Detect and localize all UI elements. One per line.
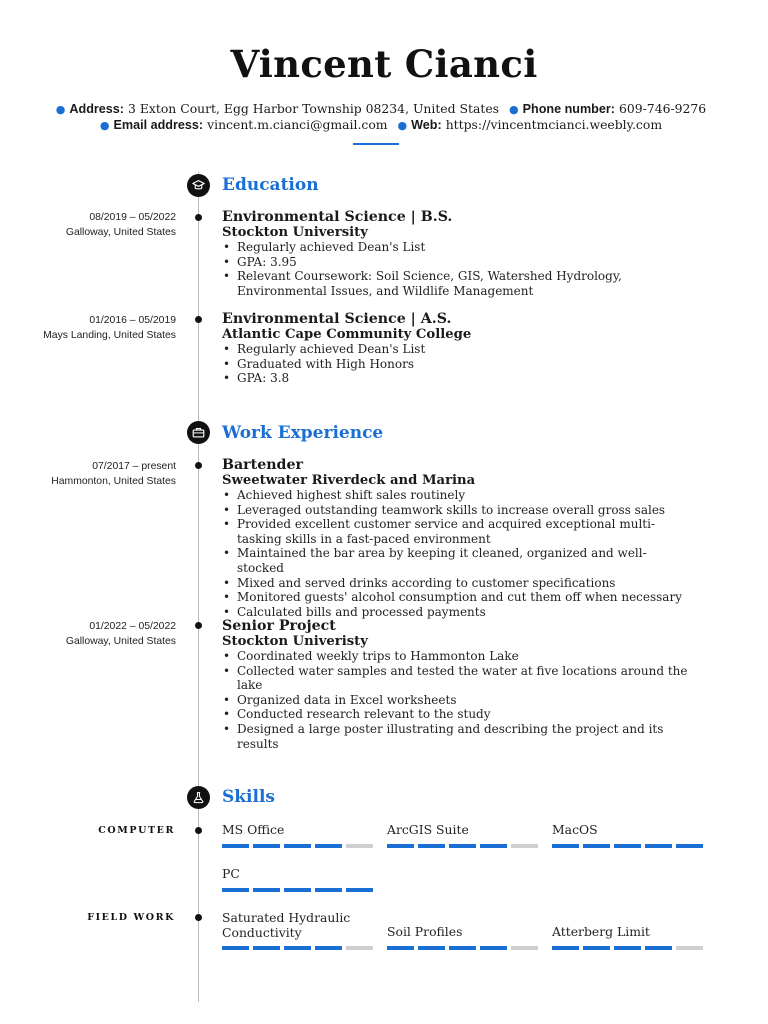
skill-category-field-work: FIELD WORK bbox=[87, 912, 175, 923]
skill-category-computer: COMPUTER bbox=[98, 825, 175, 836]
list-item: • Mixed and served drinks according to customer specifications bbox=[222, 576, 692, 591]
skill-segment-filled bbox=[284, 844, 311, 848]
education-entry bbox=[222, 210, 692, 298]
list-item: • Regularly achieved Dean's List bbox=[222, 240, 692, 255]
work-1-dates: 07/2017 – present bbox=[92, 461, 176, 472]
list-item: • Maintained the bar area by keeping it cleaned, organized and well-stocked bbox=[222, 546, 692, 575]
timeline-dot bbox=[195, 462, 202, 469]
list-item: • Conducted research relevant to the study bbox=[222, 707, 692, 722]
skill-segment-filled bbox=[253, 946, 280, 950]
bullet-icon: ● bbox=[397, 119, 408, 132]
education-2-meta bbox=[0, 313, 176, 343]
list-item: • Coordinated weekly trips to Hammonton Lake bbox=[222, 649, 692, 664]
skill-segment-filled bbox=[645, 844, 672, 848]
work-1-location: Hammonton, United States bbox=[51, 476, 176, 487]
skill-item bbox=[552, 823, 704, 848]
skill-segment-filled bbox=[315, 844, 342, 848]
skill-item bbox=[552, 925, 704, 950]
education-2-degree: Environmental Science | A.S. bbox=[222, 311, 452, 327]
education-entry bbox=[222, 312, 692, 386]
skill-segment-filled bbox=[552, 946, 579, 950]
phone-value: 609-746-9276 bbox=[618, 101, 707, 116]
skill-segment-filled bbox=[583, 844, 610, 848]
skill-name: PC bbox=[222, 866, 240, 881]
skill-segment-filled bbox=[552, 844, 579, 848]
skill-segment-empty bbox=[511, 844, 538, 848]
timeline-dot bbox=[195, 914, 202, 921]
skill-name: Saturated Hydraulic Conductivity bbox=[222, 910, 351, 940]
skill-level-bar bbox=[222, 946, 374, 950]
timeline-dot bbox=[195, 827, 202, 834]
skill-segment-filled bbox=[222, 946, 249, 950]
bullet-icon: ● bbox=[99, 119, 110, 132]
skill-segment-filled bbox=[284, 946, 311, 950]
skill-segment-filled bbox=[480, 946, 507, 950]
header-divider bbox=[353, 143, 399, 145]
list-item: • Leveraged outstanding teamwork skills to increase overall gross sales bbox=[222, 503, 692, 518]
education-section-title: Education bbox=[222, 175, 319, 195]
skill-segment-filled bbox=[222, 888, 249, 892]
skill-level-bar bbox=[222, 844, 374, 848]
skill-level-bar bbox=[387, 844, 539, 848]
phone-label: Phone number: bbox=[522, 102, 615, 116]
work-2-role: Senior Project bbox=[222, 618, 336, 634]
work-2-location: Galloway, United States bbox=[65, 636, 176, 647]
work-2-bullets bbox=[222, 649, 692, 751]
skill-level-bar bbox=[387, 946, 539, 950]
skill-name: Soil Profiles bbox=[387, 924, 463, 939]
list-item: • Collected water samples and tested the water at five locations around the lake bbox=[222, 664, 692, 693]
skill-segment-filled bbox=[346, 888, 373, 892]
work-1-bullets bbox=[222, 488, 692, 619]
education-2-bullets bbox=[222, 342, 692, 386]
skill-segment-filled bbox=[449, 844, 476, 848]
work-entry bbox=[222, 619, 692, 751]
work-entry bbox=[222, 458, 692, 619]
education-2-location: Mays Landing, United States bbox=[43, 330, 176, 341]
skill-segment-empty bbox=[676, 946, 703, 950]
skill-item bbox=[222, 867, 374, 892]
education-1-location: Galloway, United States bbox=[65, 227, 176, 238]
skill-segment-filled bbox=[583, 946, 610, 950]
work-2-dates: 01/2022 – 05/2022 bbox=[89, 621, 176, 632]
work-1-employer: Sweetwater Riverdeck and Marina bbox=[222, 473, 476, 488]
skill-level-bar bbox=[222, 888, 374, 892]
skill-segment-filled bbox=[387, 946, 414, 950]
list-item: • Achieved highest shift sales routinely bbox=[222, 488, 692, 503]
timeline-line bbox=[198, 172, 199, 1002]
skill-segment-filled bbox=[284, 888, 311, 892]
work-1-role: Bartender bbox=[222, 457, 303, 473]
list-item: • Designed a large poster illustrating and describing the project and its results bbox=[222, 722, 692, 751]
list-item: • Relevant Coursework: Soil Science, GIS, Watershed Hydrology, Environmental Issues, and Wildlife Management bbox=[222, 269, 692, 298]
contact-line-1 bbox=[0, 101, 768, 116]
education-1-meta bbox=[0, 210, 176, 240]
skill-segment-filled bbox=[614, 946, 641, 950]
skill-segment-filled bbox=[418, 946, 445, 950]
timeline-dot bbox=[195, 316, 202, 323]
list-item: • Provided excellent customer service and acquired exceptional multi-tasking skills in a fast-paced environment bbox=[222, 517, 692, 546]
education-1-bullets bbox=[222, 240, 692, 298]
web-label: Web: bbox=[411, 118, 442, 132]
list-item: • Monitored guests' alcohol consumption and cut them off when necessary bbox=[222, 590, 692, 605]
skill-name: MacOS bbox=[552, 822, 598, 837]
skills-section-title: Skills bbox=[222, 787, 276, 807]
work-2-meta bbox=[0, 619, 176, 649]
skill-segment-filled bbox=[480, 844, 507, 848]
skill-segment-filled bbox=[387, 844, 414, 848]
address-label: Address: bbox=[69, 102, 124, 116]
list-item: • GPA: 3.95 bbox=[222, 255, 692, 270]
skill-item bbox=[387, 925, 539, 950]
graduation-cap-icon bbox=[187, 174, 210, 197]
education-1-school: Stockton University bbox=[222, 225, 368, 240]
skill-item bbox=[387, 823, 539, 848]
list-item: • Organized data in Excel worksheets bbox=[222, 693, 692, 708]
skill-segment-filled bbox=[676, 844, 703, 848]
education-2-dates: 01/2016 – 05/2019 bbox=[89, 315, 176, 326]
skill-segment-filled bbox=[253, 844, 280, 848]
candidate-name: Vincent Cianci bbox=[230, 42, 538, 86]
briefcase-icon bbox=[187, 421, 210, 444]
list-item: • Calculated bills and processed payments bbox=[222, 605, 692, 620]
skill-name: Atterberg Limit bbox=[552, 924, 650, 939]
skill-segment-empty bbox=[346, 844, 373, 848]
skill-segment-filled bbox=[614, 844, 641, 848]
email-label: Email address: bbox=[113, 118, 204, 132]
skill-segment-filled bbox=[222, 844, 249, 848]
skill-segment-filled bbox=[253, 888, 280, 892]
skill-segment-filled bbox=[315, 946, 342, 950]
bullet-icon: ● bbox=[509, 103, 519, 116]
list-item: • Regularly achieved Dean's List bbox=[222, 342, 692, 357]
timeline-dot bbox=[195, 622, 202, 629]
skill-segment-filled bbox=[645, 946, 672, 950]
work-section-title: Work Experience bbox=[222, 423, 384, 443]
email-value[interactable]: vincent.m.cianci@gmail.com bbox=[207, 117, 388, 132]
skill-name: MS Office bbox=[222, 822, 285, 837]
flask-icon bbox=[187, 786, 210, 809]
education-1-dates: 08/2019 – 05/2022 bbox=[89, 212, 176, 223]
list-item: • Graduated with High Honors bbox=[222, 357, 692, 372]
skill-item bbox=[222, 823, 374, 848]
work-2-employer: Stockton Univeristy bbox=[222, 634, 368, 649]
skill-item bbox=[222, 911, 374, 950]
address-value: 3 Exton Court, Egg Harbor Township 08234, United States bbox=[128, 101, 500, 116]
skill-name: ArcGIS Suite bbox=[387, 822, 469, 837]
contact-line-2 bbox=[0, 117, 768, 132]
skill-segment-filled bbox=[315, 888, 342, 892]
bullet-icon: ● bbox=[55, 103, 66, 116]
skill-segment-filled bbox=[449, 946, 476, 950]
web-link[interactable]: https://vincentmcianci.weebly.com bbox=[445, 117, 663, 132]
skill-level-bar bbox=[552, 946, 704, 950]
list-item: • GPA: 3.8 bbox=[222, 371, 692, 386]
education-1-degree: Environmental Science | B.S. bbox=[222, 209, 453, 225]
timeline-dot bbox=[195, 214, 202, 221]
skill-segment-empty bbox=[511, 946, 538, 950]
skill-level-bar bbox=[552, 844, 704, 848]
work-1-meta bbox=[0, 459, 176, 489]
skill-segment-filled bbox=[418, 844, 445, 848]
education-2-school: Atlantic Cape Community College bbox=[222, 327, 472, 342]
skill-segment-empty bbox=[346, 946, 373, 950]
